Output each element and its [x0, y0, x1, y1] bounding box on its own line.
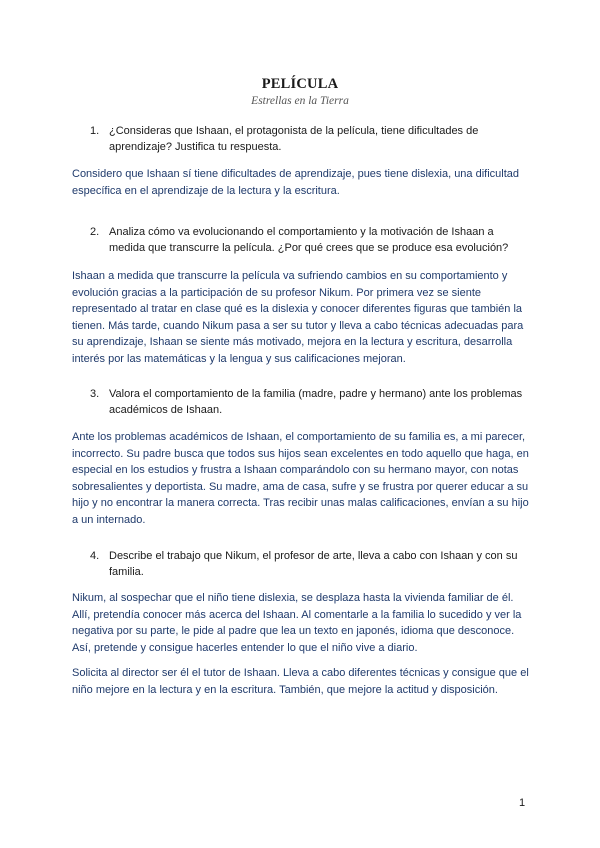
question-text: Describe el trabajo que Nikum, el profesor de arte, lleva a cabo con Ishaan y con su familia.	[109, 550, 518, 578]
answer-4a: Nikum, al sospechar que el niño tiene dislexia, se desplaza hasta la vivienda familiar de él. Allí, pretendía conocer más acerca del Ishaan. Al comentarle a la familia lo sucedido y ver la negativa por su parte, le pide al padre que lea un texto en japonés, idioma que desconoce. Así, pretende y consigue hacerles entender lo que el niño vive a diario.	[72, 592, 522, 654]
question-number: 4.	[90, 550, 100, 562]
page-number: 1	[519, 797, 526, 809]
question-number: 2.	[90, 226, 100, 238]
answer-2: Ishaan a medida que transcurre la película va sufriendo cambios en su comportamiento y evolución gracias a la participación de su profesor Nikum. Por primera vez se siente representado al tratar en clase qué es la dislexia y conocer diferentes figuras que también la tienen. Más tarde, cuando Nikum pasa a ser su tutor y lleva a cabo técnicas adecuadas para su aprendizaje, Ishaan se siente más motivado, mejora en la lectura y escritura, desarrolla interés por las matemáticas y la lengua y sus calificaciones mejoran.	[72, 270, 524, 365]
question-3	[90, 386, 530, 418]
question-number: 1.	[90, 125, 100, 137]
question-text: Valora el comportamiento de la familia (madre, padre y hermano) ante los problemas académicos de Ishaan.	[109, 388, 523, 416]
answer-1: Considero que Ishaan sí tiene dificultades de aprendizaje, pues tiene dislexia, una dificultad específica en el aprendizaje de la lectura y la escritura.	[72, 168, 520, 197]
question-text: Analiza cómo va evolucionando el comportamiento y la motivación de Ishaan a medida que transcurre la película. ¿Por qué crees que se produce esa evolución?	[109, 226, 509, 254]
answer-4b: Solicita al director ser él el tutor de Ishaan. Lleva a cabo diferentes técnicas y consigue que el niño mejore en la lectura y en la escritura. También, que mejore la actitud y disposición.	[72, 667, 529, 696]
answer-3: Ante los problemas académicos de Ishaan, el comportamiento de su familia es, a mi parecer, incorrecto. Su padre busca que todos sus hijos sean excelentes en todo aquello que haga, en especial en los estudios y frustra a Ishaan comparándolo con su hermano mayor, con notas sobresalientes y deportista. Su madre, ama de casa, sufre y se frustra por querer educar a su hijo y no encontrar la manera correcta. Tras recibir unas malas calificaciones, envían a su hijo a un internado.	[72, 431, 529, 526]
document-subtitle: Estrellas en la Tierra	[251, 95, 349, 107]
question-2	[90, 224, 530, 256]
question-1	[90, 123, 530, 155]
question-4	[90, 548, 530, 580]
question-text: ¿Consideras que Ishaan, el protagonista de la película, tiene dificultades de aprendizaje? Justifica tu respuesta.	[109, 125, 479, 153]
question-number: 3.	[90, 388, 100, 400]
document-title: PELÍCULA	[261, 76, 339, 92]
